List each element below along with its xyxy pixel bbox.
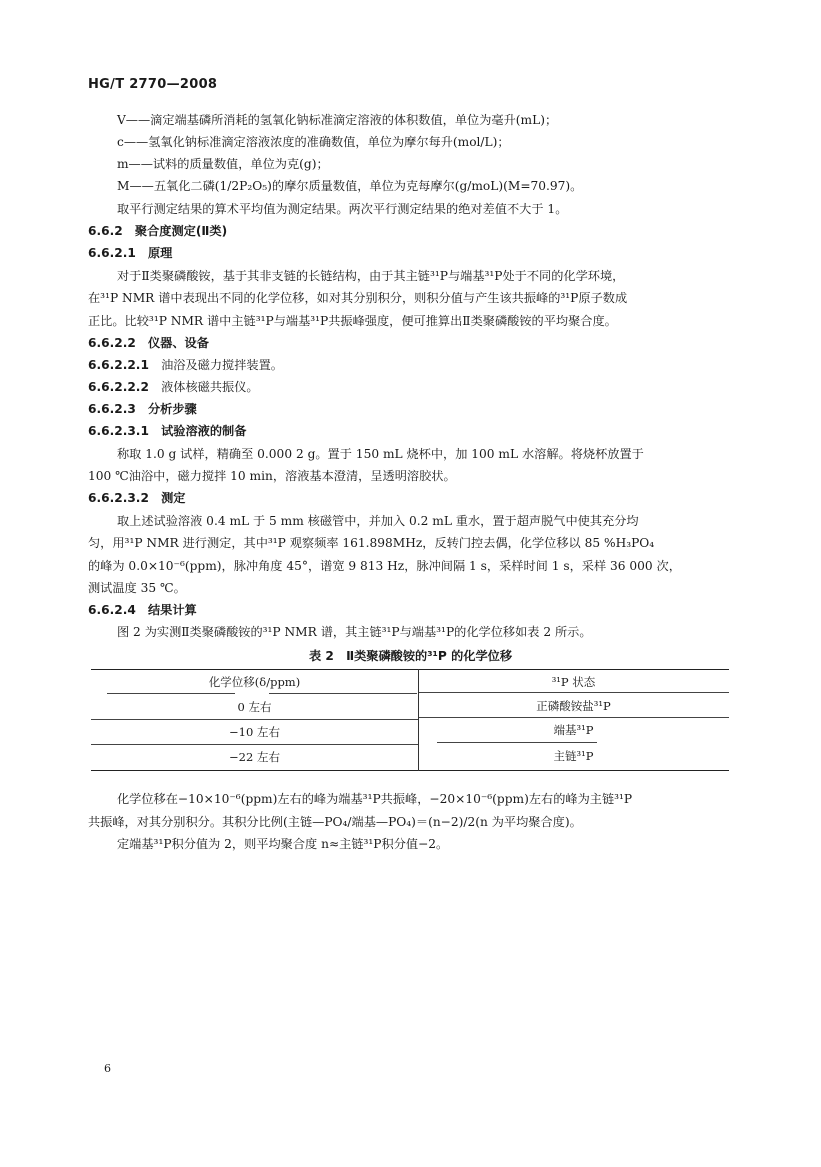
solution-prep-line-2: 100 ℃油浴中，磁力搅拌 10 min，溶液基本澄清，呈透明溶胶状。 bbox=[88, 469, 456, 483]
table-row-1-state: 正磷酸铵盐³¹P bbox=[536, 699, 611, 713]
measurement-line-4: 测试温度 35 ℃。 bbox=[88, 581, 186, 595]
section-number: 6.6.2.4 bbox=[88, 603, 136, 617]
section-number: 6.6.2.3 bbox=[88, 402, 136, 416]
chemical-shift-table bbox=[91, 669, 729, 771]
item-6-6-2-2-1 bbox=[88, 354, 283, 376]
principle-line-2: 在³¹P NMR 谱中表现出不同的化学位移，如对其分别积分，则积分值与产生该共振峰的³¹P原子数成 bbox=[88, 291, 628, 305]
solution-prep-line-1: 称取 1.0 g 试样，精确至 0.000 2 g。置于 150 mL 烧杯中，加 100 mL 水溶解。将烧杯放置于 bbox=[117, 447, 644, 461]
section-title: 试验溶液的制备 bbox=[161, 424, 247, 438]
table-row-3-state: 主链³¹P bbox=[553, 749, 594, 763]
table-rule bbox=[419, 692, 729, 693]
item-number: 6.6.2.2.2 bbox=[88, 380, 149, 394]
section-title: 聚合度测定(Ⅱ类) bbox=[134, 224, 228, 238]
standard-code-header: HG/T 2770—2008 bbox=[88, 77, 218, 92]
result-note: 取平行测定结果的算术平均值为测定结果。两次平行测定结果的绝对差值不大于 1。 bbox=[117, 202, 568, 216]
section-heading-6-6-2-3-2 bbox=[88, 487, 185, 509]
variable-definition-m: m——试料的质量数值，单位为克(g)； bbox=[117, 157, 329, 171]
section-heading-6-6-2-2 bbox=[88, 332, 209, 354]
item-number: 6.6.2.2.1 bbox=[88, 358, 149, 372]
section-number: 6.6.2.2 bbox=[88, 336, 136, 350]
variable-definition-c: c——氢氧化钠标准滴定溶液浓度的准确数值，单位为摩尔每升(mol/L)； bbox=[117, 135, 510, 149]
table-row-2-state: 端基³¹P bbox=[553, 723, 594, 737]
measurement-line-3: 的峰为 0.0×10⁻⁶(ppm)，脉冲角度 45°，谱宽 9 813 Hz，脉冲间隔 1 s，采样时间 1 s，采样 36 000 次， bbox=[88, 559, 681, 573]
table-row-2-shift: −10 左右 bbox=[229, 725, 280, 739]
conclusion-line-3: 定端基³¹P积分值为 2，则平均聚合度 n≈主链³¹P积分值−2。 bbox=[117, 837, 449, 851]
section-title: 结果计算 bbox=[148, 603, 197, 617]
section-heading-6-6-2-3 bbox=[88, 398, 197, 420]
section-title: 分析步骤 bbox=[148, 402, 197, 416]
section-heading-6-6-2-1 bbox=[88, 242, 172, 264]
variable-definition-v: V——滴定端基磷所消耗的氢氧化钠标准滴定溶液的体积数值，单位为毫升(mL)； bbox=[117, 113, 558, 127]
table-row-3-shift: −22 左右 bbox=[229, 750, 280, 764]
conclusion-line-1: 化学位移在−10×10⁻⁶(ppm)左右的峰为端基³¹P共振峰，−20×10⁻⁶(ppm)左右的峰为主链³¹P bbox=[117, 792, 633, 806]
principle-line-1: 对于Ⅱ类聚磷酸铵，基于其非支链的长链结构，由于其主链³¹P与端基³¹P处于不同的化学环境， bbox=[117, 269, 625, 283]
table-row-1-shift: 0 左右 bbox=[237, 700, 272, 714]
item-6-6-2-2-2 bbox=[88, 376, 259, 398]
table-caption: 表 2 Ⅱ类聚磷酸铵的³¹P 的化学位移 bbox=[308, 649, 513, 663]
section-number: 6.6.2.3.2 bbox=[88, 491, 149, 505]
item-text: 油浴及磁力搅拌装置。 bbox=[161, 358, 283, 372]
result-calc-text: 图 2 为实测Ⅱ类聚磷酸铵的³¹P NMR 谱，其主链³¹P与端基³¹P的化学位移如表 2 所示。 bbox=[117, 625, 592, 639]
variable-definition-molar-mass: M——五氧化二磷(1/2P₂O₅)的摩尔质量数值，单位为克每摩尔(g/moL)(M=70.97)。 bbox=[117, 179, 583, 193]
section-number: 6.6.2.1 bbox=[88, 246, 136, 260]
measurement-line-2: 匀，用³¹P NMR 进行测定，其中³¹P 观察频率 161.898MHz，反转门控去偶，化学位移以 85 %H₃PO₄ bbox=[88, 536, 655, 550]
section-number: 6.6.2.3.1 bbox=[88, 424, 149, 438]
item-text: 液体核磁共振仪。 bbox=[161, 380, 259, 394]
section-heading-6-6-2-4 bbox=[88, 599, 197, 621]
table-rule bbox=[269, 693, 417, 694]
section-title: 测定 bbox=[161, 491, 186, 505]
table-header-state: ³¹P 状态 bbox=[551, 675, 596, 689]
table-bottom-border bbox=[91, 770, 729, 771]
section-heading-6-6-2 bbox=[88, 220, 227, 242]
measurement-line-1: 取上述试验溶液 0.4 mL 于 5 mm 核磁管中，并加入 0.2 mL 重水，置于超声脱气中使其充分均 bbox=[117, 514, 639, 528]
section-heading-6-6-2-3-1 bbox=[88, 420, 246, 442]
section-number: 6.6.2 bbox=[88, 224, 123, 238]
conclusion-line-2: 共振峰，对其分别积分。其积分比例(主链—PO₄/端基—PO₄)＝(n−2)/2(n 为平均聚合度)。 bbox=[88, 815, 582, 829]
page-number: 6 bbox=[104, 1062, 111, 1075]
table-header-shift: 化学位移(δ/ppm) bbox=[208, 675, 301, 689]
principle-line-3: 正比。比较³¹P NMR 谱中主链³¹P与端基³¹P共振峰强度，便可推算出Ⅱ类聚磷酸铵的平均聚合度。 bbox=[88, 314, 617, 328]
table-rule bbox=[107, 693, 235, 694]
section-title: 原理 bbox=[148, 246, 173, 260]
table-rule bbox=[437, 742, 597, 743]
section-title: 仪器、设备 bbox=[148, 336, 209, 350]
